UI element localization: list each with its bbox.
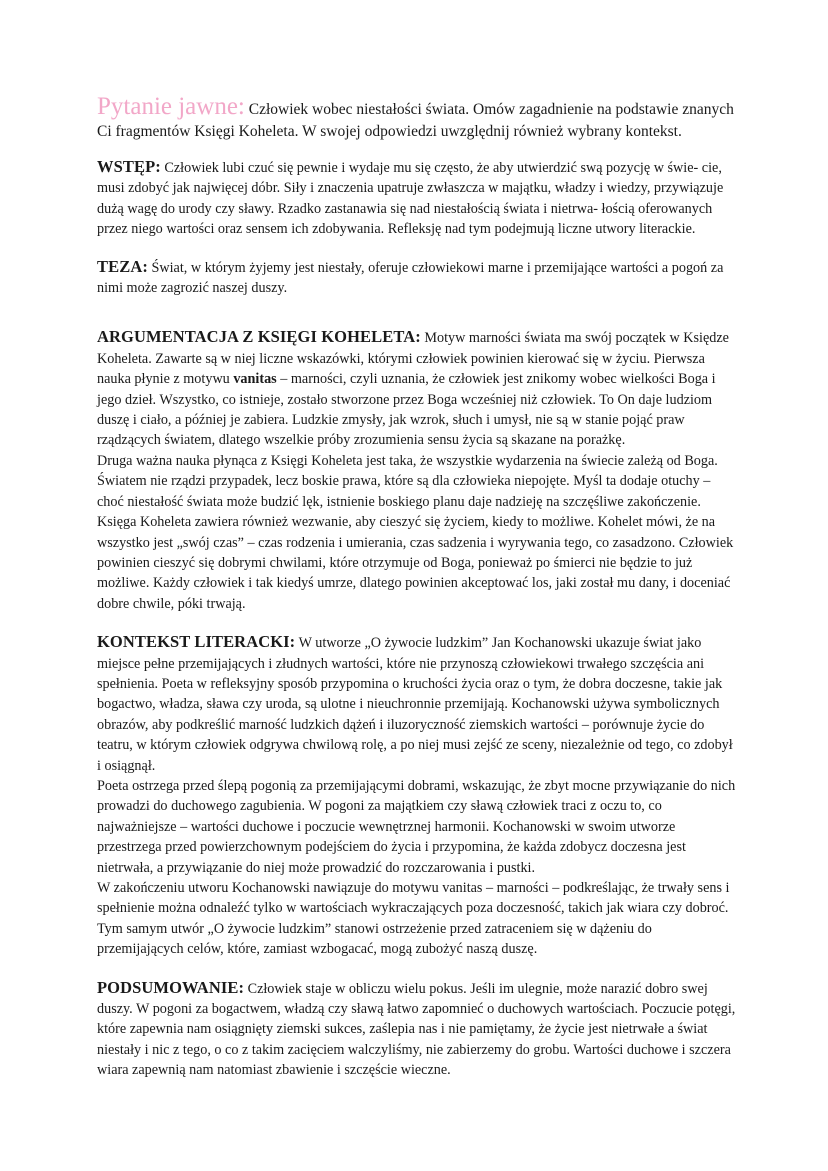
intro-paragraph [97,157,737,240]
context-paragraph-2: Poeta ostrzega przed ślepą pogonią za przemijającymi dobrami, wskazując, że zbyt mocne przywiązanie do nich prowadzi do duchowego zagubienia. W pogoni za majątkiem czy sławą człowiek traci z oczu to, co najważniejsze – wartości duchowe i poczucie wewnętrznej harmonii. Kochanowski w swoim utworze przestrzega przed powierzchownym podejściem do życia i przypomina, że każda zdobycz doczesna jest nietrwała, a przywiązanie do niej może prowadzić do rozczarowania i pustki. [97,777,736,876]
intro-section [97,157,737,240]
question-text: Człowiek wobec niestałości świata. Omów zagadnienie na podstawie znanych Ci fragmentów Księgi Koheleta. W swojej odpowiedzi uwzględnij również wybrany kontekst. [97,101,734,140]
intro-heading: WSTĘP: [97,157,161,176]
context-heading: KONTEKST LITERACKI: [97,632,296,652]
context-paragraph-3: W zakończeniu utworu Kochanowski nawiązuje do motywu vanitas – marności – podkreślając, że trwały sens i spełnienie można odnaleźć tylko w wartościach wykraczających poza doczesność, takich jak wiara czy dobroć. Tym samym utwór „O żywocie ludzkim” stanowi ostrzeżenie przed zatraceniem się w dążeniu do przemijających celów, które, zamiast wzbogacać, mogą zubożyć naszą duszę. [97,880,730,958]
context-paragraph-1 [97,632,737,776]
argument-text-before: Motyw marności świata ma swój początek w Księdze Koheleta. Zawarte są w niej liczne wskazówki, którymi człowiek powinien kierować się w życiu. Pierwsza nauka płynie z motywu [97,330,729,388]
context-text: W utworze „O żywocie ludzkim” Jan Kochanowski ukazuje świat jako miejsce pełne przemijających i złudnych wartości, które nie przynoszą człowiekowi trwałego szczęścia ani spełnienia. Poeta w refleksyjny sposób przypomina o kruchości życia oraz o tym, że dobra doczesne, takie jak bogactwo, władza, sława czy uroda, są ulotne i nieuchronnie przemijają. Kochanowski używa symbolicznych obrazów, aby podkreślić marność ludzkich dążeń i iluzoryczność ziemskich wartości – porównuje życie do teatru, w którym człowiek odgrywa chwilową rolę, a po niej musi zejść ze sceny, niezależnie od tego, co zdobył i osiągnął. [97,635,733,774]
argument-paragraph-2: Druga ważna nauka płynąca z Księgi Koheleta jest taka, że wszystkie wydarzenia na świecie zależą od Boga. Światem nie rządzi przypadek, lecz boskie prawa, które są dla człowieka niepojęte. Myśl ta dodaje otuchy – choć niestałość świata może budzić lęk, istnienie boskiego planu daje nadzieję na szczęśliwe zakończenie. [97,452,718,510]
summary-section [97,978,737,1081]
argument-text-after: – marności, czyli uznania, że człowiek jest znikomy wobec wielkości Boga i jego dzieł. Wszystko, co istnieje, zostało stworzone przez Boga wcześniej niż człowiek. To On daje ludziom duszę i ciało, a później je zabiera. Ludzkie zmysły, jak wzrok, słuch i umysł, nie są w stanie pojąć praw rządzących światem, dlatego wszelkie próby zrozumienia sensu życia są skazane na porażkę. [97,371,716,449]
thesis-section [97,257,737,299]
summary-heading: PODSUMOWANIE: [97,977,245,997]
thesis-text: Świat, w którym żyjemy jest niestały, oferuje człowiekowi marne i przemijające wartości a pogoń za nimi może zagrozić naszej duszy. [97,259,724,297]
intro-text: Człowiek lubi czuć się pewnie i wydaje mu się często, że aby utwierdzić swą pozycję w świe- cie, musi zdobyć jak najwięcej dóbr. Siły i znaczenia upatruje zwłaszcza w majątku, władzy i wiedzy, przywiązuje dużą wagę do urody czy sławy. Rzadko zastanawia się nad niestałością świata i nietrwa- łością oferowanych przez niego wartości oraz sensem ich zdobywania. Refleksję nad tym podejmują liczne utwory literackie. [97,160,724,238]
argument-heading: ARGUMENTACJA Z KSIĘGI KOHELETA: [97,327,421,347]
summary-paragraph [97,978,737,1081]
argument-paragraph-3: Księga Koheleta zawiera również wezwanie, aby cieszyć się życiem, kiedy to możliwe. Kohelet mówi, że na wszystko jest „swój czas” – czas rodzenia i umierania, czas sadzenia i wyrywania tego, co zasadzono. Człowiek powinien cieszyć się dobrymi chwilami, które otrzymuje od Boga, ponieważ po śmierci nie będzie to już możliwe. Każdy człowiek i tak kiedyś umrze, dlatego powinien akceptować los, jaki został mu dany, i doceniać dobre chwile, póki trwają. [97,514,734,612]
thesis-paragraph [97,257,737,299]
argument-section [97,327,737,614]
summary-text: Człowiek staje w obliczu wielu pokus. Jeśli im ulegnie, może narazić dobro swej duszy. W pogoni za bogactwem, władzą czy sławą łatwo zapomnieć o duchowych wartościach. Poczucie potęgi, które zapewnia nam osiągnięty ziemski sukces, zaślepia nas i nie pamiętamy, że życie jest nietrwałe a świat niestały i nic z tego, o co z takim zacięciem walczyliśmy, nie zabierzemy do grobu. Wartości duchowe i szczera wiara zapewnią nam natomiast zbawienie i szczęście wieczne. [97,980,736,1079]
document-page [97,94,737,1081]
argument-paragraph-1 [97,327,737,450]
exam-question [97,94,737,143]
thesis-heading: TEZA: [97,256,148,276]
question-label: Pytanie jawne: [97,93,245,120]
context-section [97,632,737,960]
vanitas-term: vanitas [233,371,277,388]
